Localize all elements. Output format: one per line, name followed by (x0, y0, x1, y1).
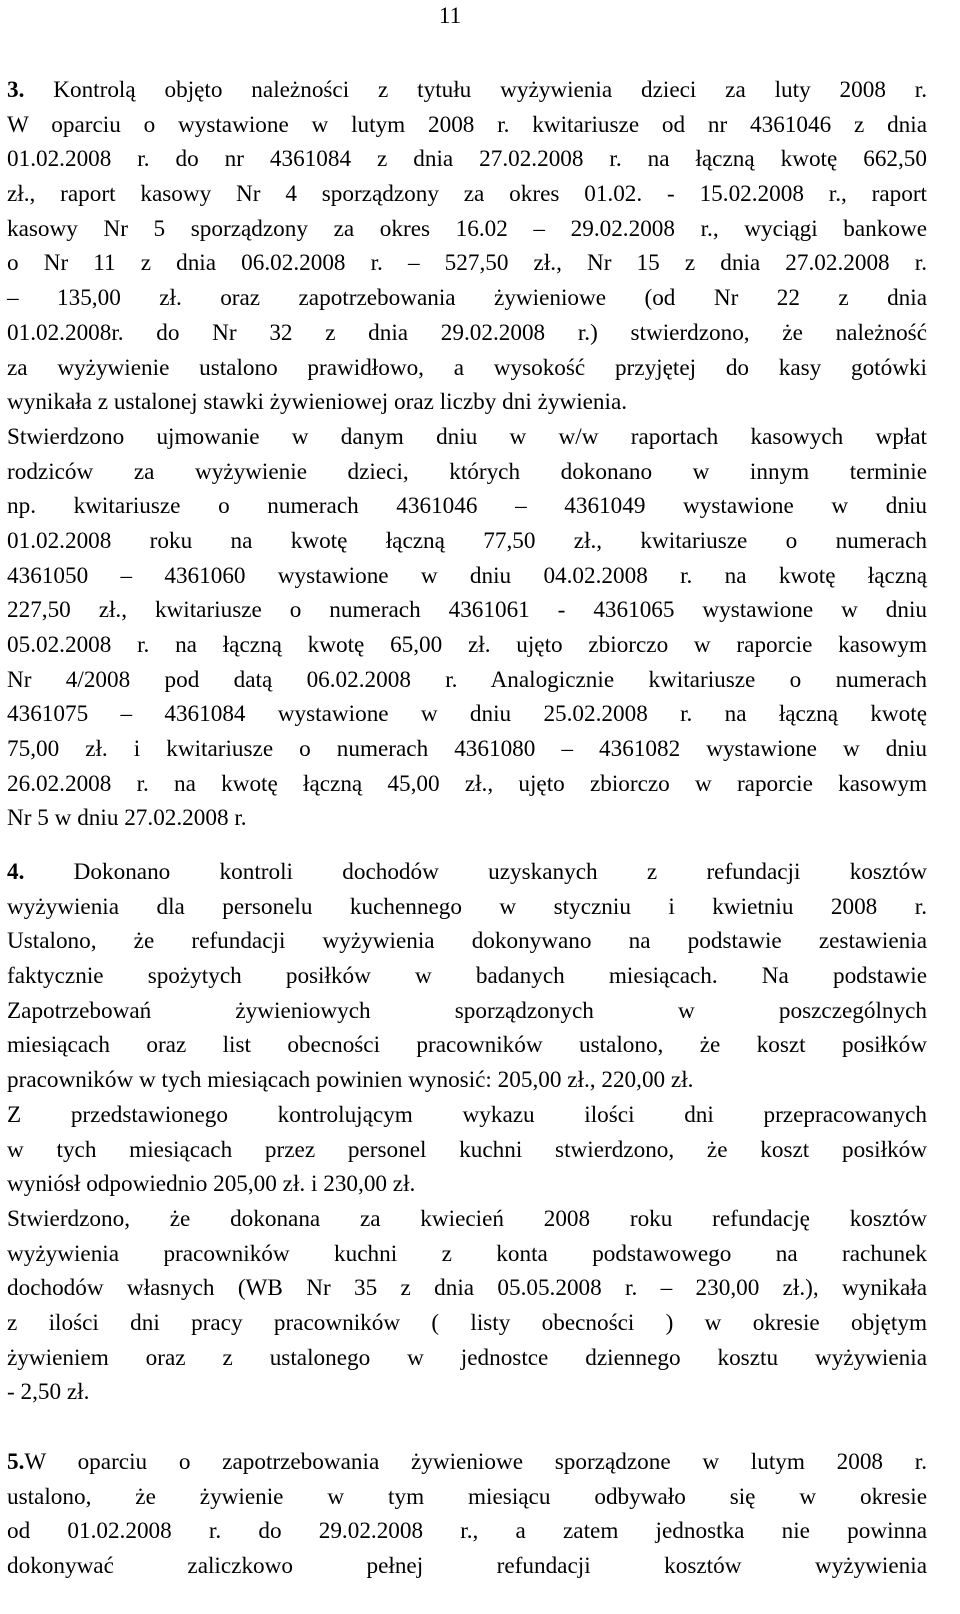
text-line: 4. Dokonano kontroli dochodów uzyskanych z refundacji kosztów (7, 859, 927, 885)
text-line: o Nr 11 z dnia 06.02.2008 r. – 527,50 zł., Nr 15 z dnia 27.02.2008 r. (7, 250, 927, 277)
text-line: 75,00 zł. i kwitariusze o numerach 4361080 – 4361082 wystawione w dniu (7, 736, 927, 763)
text-line: zł., raport kasowy Nr 4 sporządzony za okres 01.02. - 15.02.2008 r., raport (7, 181, 927, 208)
text-line: 05.02.2008 r. na łączną kwotę 65,00 zł. ujęto zbiorczo w raporcie kasowym (7, 632, 927, 658)
page-number: 11 (438, 3, 462, 28)
text-line: 4361050 – 4361060 wystawione w dniu 04.02.2008 r. na kwotę łączną (7, 562, 927, 589)
text-line: Stwierdzono ujmowanie w danym dniu w w/w raportach kasowych wpłat (7, 423, 927, 450)
text-line: faktycznie spożytych posiłków w badanych miesiącach. Na podstawie (7, 963, 927, 990)
text-line: rodziców za wyżywienie dzieci, których dokonano w innym terminie (7, 458, 927, 485)
text-line: 4361075 – 4361084 wystawione w dniu 25.02.2008 r. na łączną kwotę (7, 701, 927, 728)
section-number: 5. (7, 1449, 25, 1475)
text-line: w tych miesiącach przez personel kuchni stwierdzono, że koszt posiłków (7, 1136, 927, 1163)
text-line: kasowy Nr 5 sporządzony za okres 16.02 – 29.02.2008 r., wyciągi bankowe (7, 215, 927, 242)
text-line: Zapotrzebowań żywieniowych sporządzonych w poszczególnych (7, 997, 927, 1024)
text-line: 26.02.2008 r. na kwotę łączną 45,00 zł., ujęto zbiorczo w raporcie kasowym (7, 770, 927, 797)
text-line: z ilości dni pracy pracowników ( listy obecności ) w okresie objętym (7, 1309, 927, 1336)
text-line: 01.02.2008 roku na kwotę łączną 77,50 zł., kwitariusze o numerach (7, 527, 927, 554)
text-line: pracowników w tych miesiącach powinien wynosić: 205,00 zł., 220,00 zł. (7, 1067, 694, 1094)
text-line: 01.02.2008r. do Nr 32 z dnia 29.02.2008 r.) stwierdzono, że należność (7, 319, 927, 346)
section-number: 3. (7, 77, 25, 103)
text-line: wyniósł odpowiednio 205,00 zł. i 230,00 zł. (7, 1171, 416, 1198)
text-line: wyżywienia dla personelu kuchennego w styczniu i kwietniu 2008 r. (7, 893, 927, 920)
section-5-paragraph (7, 1445, 927, 1584)
text-line: żywieniem oraz z ustalonego w jednostce dziennego kosztu wyżywienia (7, 1344, 927, 1371)
text-line: - 2,50 zł. (7, 1379, 90, 1406)
text-line: 5.W oparciu o zapotrzebowania żywieniowe sporządzone w lutym 2008 r. (7, 1449, 927, 1475)
text-line: np. kwitariusze o numerach 4361046 – 4361049 wystawione w dniu (7, 493, 927, 520)
text-line: dokonywać zaliczkowo pełnej refundacji kosztów wyżywienia (7, 1553, 927, 1580)
text-line: od 01.02.2008 r. do 29.02.2008 r., a zatem jednostka nie powinna (7, 1518, 927, 1545)
text-line: – 135,00 zł. oraz zapotrzebowania żywieniowe (od Nr 22 z dnia (7, 285, 927, 312)
text-line: za wyżywienie ustalono prawidłowo, a wysokość przyjętej do kasy gotówki (7, 354, 927, 381)
text-line: miesiącach oraz list obecności pracowników ustalono, że koszt posiłków (7, 1032, 927, 1059)
text-line: Stwierdzono, że dokonana za kwiecień 2008 roku refundację kosztów (7, 1205, 927, 1232)
text-line: Z przedstawionego kontrolującym wykazu ilości dni przepracowanych (7, 1101, 927, 1128)
text-line: 3. Kontrolą objęto należności z tytułu wyżywienia dzieci za luty 2008 r. (7, 77, 927, 103)
section-4-paragraph (7, 855, 927, 1410)
text-line: Nr 5 w dniu 27.02.2008 r. (7, 805, 247, 832)
text-line: wynikała z ustalonej stawki żywieniowej oraz liczby dni żywienia. (7, 389, 628, 416)
text-line: Nr 4/2008 pod datą 06.02.2008 r. Analogicznie kwitariusze o numerach (7, 666, 927, 693)
section-number: 4. (7, 859, 25, 885)
text-line: ustalono, że żywienie w tym miesiącu odbywało się w okresie (7, 1483, 927, 1510)
text-line: W oparciu o wystawione w lutym 2008 r. kwitariusze od nr 4361046 z dnia (7, 111, 927, 138)
text-line: 227,50 zł., kwitariusze o numerach 4361061 - 4361065 wystawione w dniu (7, 597, 927, 624)
section-3-paragraph (7, 73, 927, 836)
text-line: 01.02.2008 r. do nr 4361084 z dnia 27.02.2008 r. na łączną kwotę 662,50 (7, 146, 927, 173)
text-line: Ustalono, że refundacji wyżywienia dokonywano na podstawie zestawienia (7, 928, 927, 955)
text-line: wyżywienia pracowników kuchni z konta podstawowego na rachunek (7, 1240, 927, 1267)
text-line: dochodów własnych (WB Nr 35 z dnia 05.05.2008 r. – 230,00 zł.), wynikała (7, 1275, 927, 1302)
